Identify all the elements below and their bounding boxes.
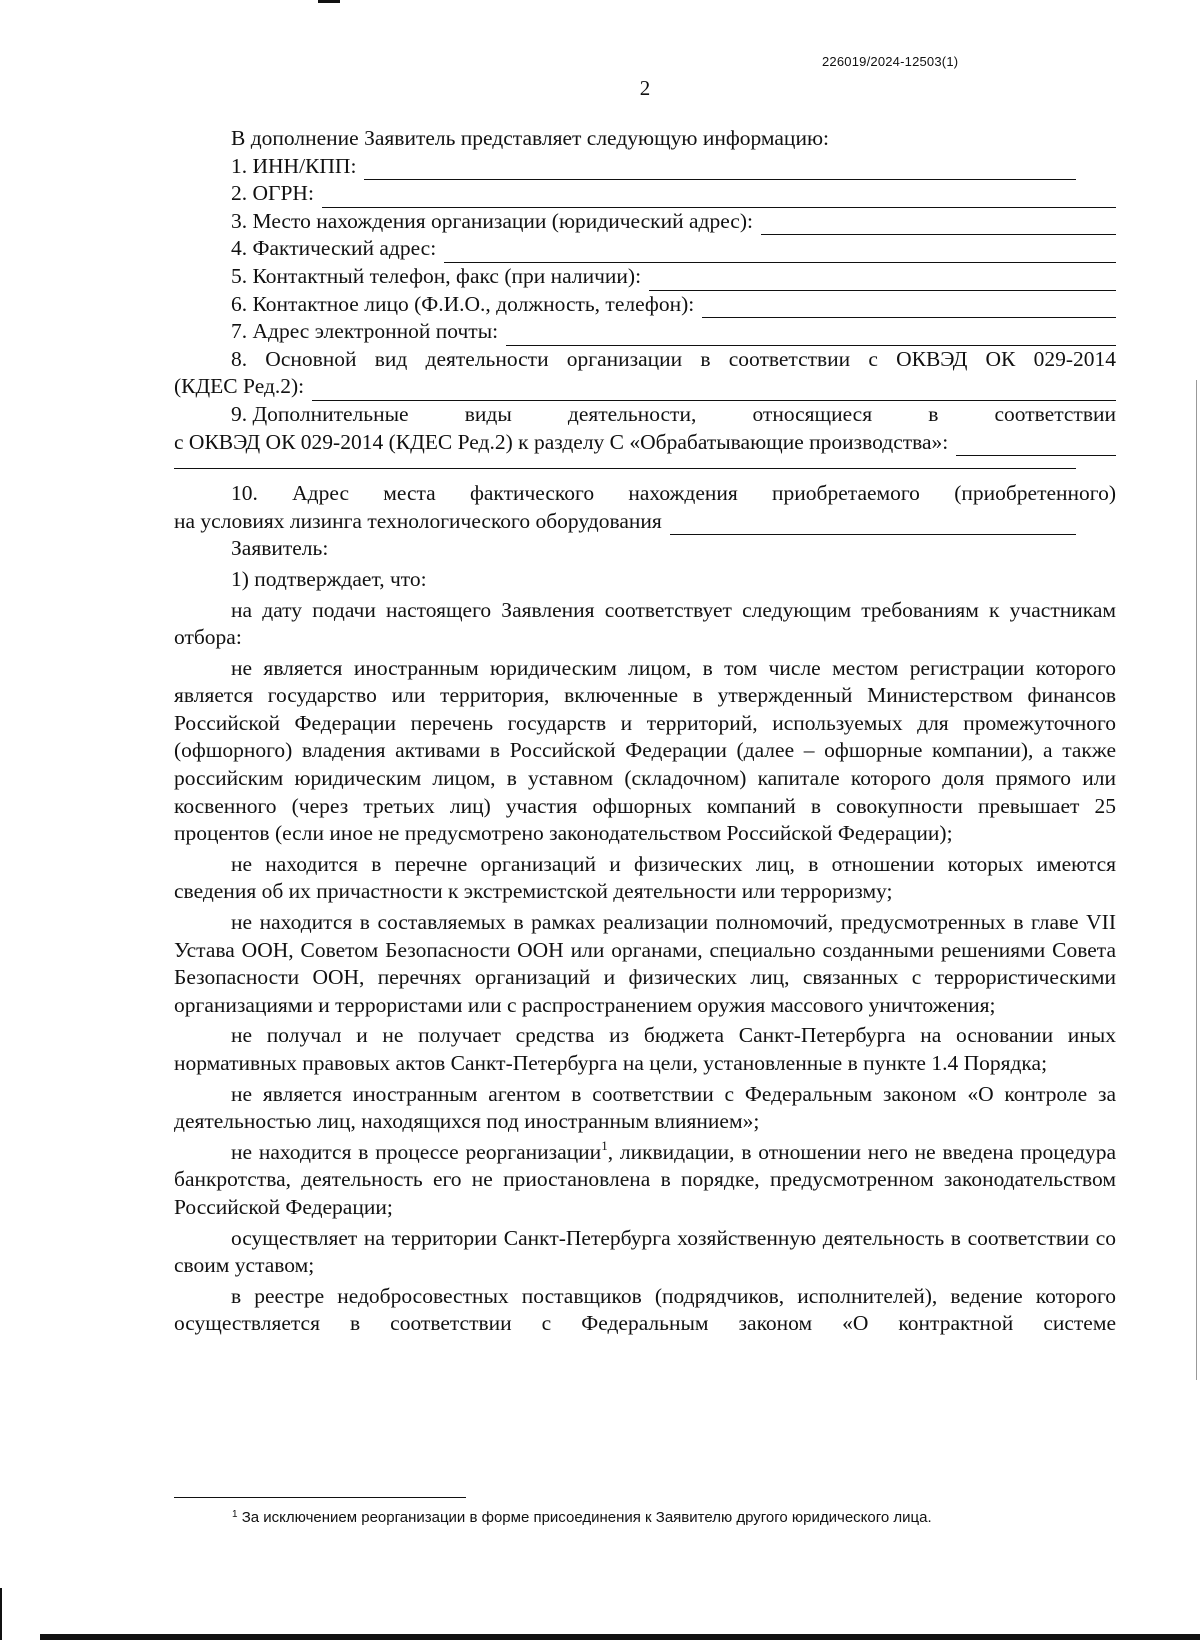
field-label: 1. ИНН/КПП:	[231, 153, 357, 178]
requirement-paragraph: не находится в составляемых в рамках реализации полномочий, предусмотренных в главе VII Устава ООН, Советом Безопасности ООН или органами, специально созданными решениями Совета Безопасности ООН, перечнях организаций и физических лиц, связанных с террористическими организациями и террористами или с распространением оружия массового уничтожения;	[174, 910, 1116, 1017]
blank-line	[649, 270, 1116, 291]
form-field-email	[174, 318, 1116, 346]
footnote-text: За исключением реорганизации в форме присоединения к Заявителю другого юридического лица.	[241, 1509, 932, 1526]
field-label: 4. Фактический адрес:	[231, 236, 437, 261]
item-9-blank-line	[174, 456, 1076, 469]
form-field-phone	[174, 263, 1116, 291]
blank-line	[761, 214, 1116, 235]
form-field-contact-person	[174, 291, 1116, 319]
item-9-word: 9. Дополнительные	[231, 401, 409, 426]
item-8-line1: 8. Основной вид деятельности организации в соответствии с ОКВЭД ОК 029-2014	[231, 346, 1116, 371]
item-9-word: в	[928, 401, 939, 426]
reorganization-text: не находится в процессе реорганизации	[231, 1139, 602, 1164]
reorganization-paragraph	[174, 1139, 1116, 1222]
item-8-line2	[174, 373, 1116, 401]
requirement-paragraph: не получал и не получает средства из бюджета Санкт-Петербурга на основании иных нормативных правовых актов Санкт-Петербурга на цели, установленные в пункте 1.4 Порядка;	[174, 1023, 1116, 1075]
scan-artifact	[0, 1588, 2, 1640]
form-field-ogrn	[174, 180, 1116, 208]
page-number: 2	[639, 76, 651, 100]
reorganization-text: , ликвидации, в отношении него не введена процедура банкротства, деятельность его не приостановлена в порядке, предусмотренном законодательством Российской Федерации;	[174, 1139, 1116, 1219]
blank-line	[322, 187, 1116, 208]
field-label: 7. Адрес электронной почты:	[231, 319, 499, 344]
field-label: 5. Контактный телефон, факс (при наличии):	[231, 263, 642, 288]
blank-line	[364, 159, 1076, 180]
item-8-label: (КДЕС Ред.2):	[174, 374, 305, 399]
footnote-divider	[174, 1497, 466, 1498]
requirement-paragraph: не является иностранным агентом в соответствии с Федеральным законом «О контроле за деятельностью лиц, находящихся под иностранным влиянием»;	[174, 1081, 1116, 1134]
item-9-label: с ОКВЭД ОК 029-2014 (КДЕС Ред.2) к разделу С «Обрабатывающие производства»:	[174, 429, 949, 454]
blank-line	[956, 435, 1116, 456]
item-9-line1	[174, 401, 1116, 429]
scan-artifact	[1196, 380, 1197, 1380]
blank-line	[312, 380, 1116, 401]
intro-text: В дополнение Заявитель представляет следующую информацию:	[231, 126, 829, 150]
requirement-paragraph: осуществляет на территории Санкт-Петербурга хозяйственную деятельность в соответствии со своим уставом;	[174, 1225, 1116, 1278]
scan-artifact	[318, 0, 340, 3]
item-10-line2	[174, 508, 1076, 536]
requirement-paragraph: не находится в перечне организаций и физических лиц, в отношении которых имеются сведения об их причастности к экстремистской деятельности или терроризму;	[174, 851, 1116, 904]
requirement-paragraph: на дату подачи настоящего Заявления соответствует следующим требованиям к участникам отбора:	[174, 597, 1116, 650]
blank-line	[702, 297, 1116, 318]
item-9-word: деятельности,	[567, 401, 697, 426]
requirement-paragraph: в реестре недобросовестных поставщиков (подрядчиков, исполнителей), ведение которого осуществляется в соответствии с Федеральным законом «О контрактной системе	[174, 1283, 1116, 1336]
field-label: 6. Контактное лицо (Ф.И.О., должность, телефон):	[231, 291, 695, 316]
blank-line	[506, 325, 1116, 346]
form-field-actual-address	[174, 235, 1116, 263]
item-10-label: на условиях лизинга технологического оборудования	[174, 508, 662, 533]
footnote-reference: 1	[601, 1137, 608, 1153]
blank-line	[444, 242, 1116, 263]
requirement-paragraph: не является иностранным юридическим лицом, в том числе местом регистрации которого является государство или территория, включенные в утвержденный Министерством финансов Российской Федерации перечень государств и территорий, используемых для промежуточного (офшорного) владения активами в Российской Федерации (далее – офшорные компании), а также российским юридическим лицом, в уставном (складочном) капитале которого доля прямого или косвенного (через третьих лиц) участия офшорных компаний в совокупности превышает 25 процентов (если иное не предусмотрено законодательством Российской Федерации);	[174, 655, 1116, 846]
item-9-word: виды	[464, 401, 512, 426]
footnote	[232, 1509, 932, 1526]
field-label: 2. ОГРН:	[231, 181, 314, 206]
scan-artifact	[40, 1634, 1200, 1640]
footnote-marker: 1	[232, 1509, 238, 1520]
applicant-heading: Заявитель:	[231, 536, 329, 561]
item-9-word: соответствии	[994, 401, 1116, 426]
item-10-line1: 10. Адрес места фактического нахождения приобретаемого (приобретенного)	[231, 481, 1116, 506]
form-field-inn	[174, 153, 1116, 181]
document-number: 226019/2024-12503(1)	[822, 54, 959, 69]
form-field-legal-address	[174, 208, 1116, 236]
blank-line	[670, 514, 1076, 535]
item-9-line2	[174, 429, 1116, 457]
document-body	[174, 125, 1116, 1338]
confirms-heading: 1) подтверждает, что:	[231, 566, 427, 591]
item-9-word: относящиеся	[752, 401, 873, 426]
field-label: 3. Место нахождения организации (юридический адрес):	[231, 208, 753, 233]
